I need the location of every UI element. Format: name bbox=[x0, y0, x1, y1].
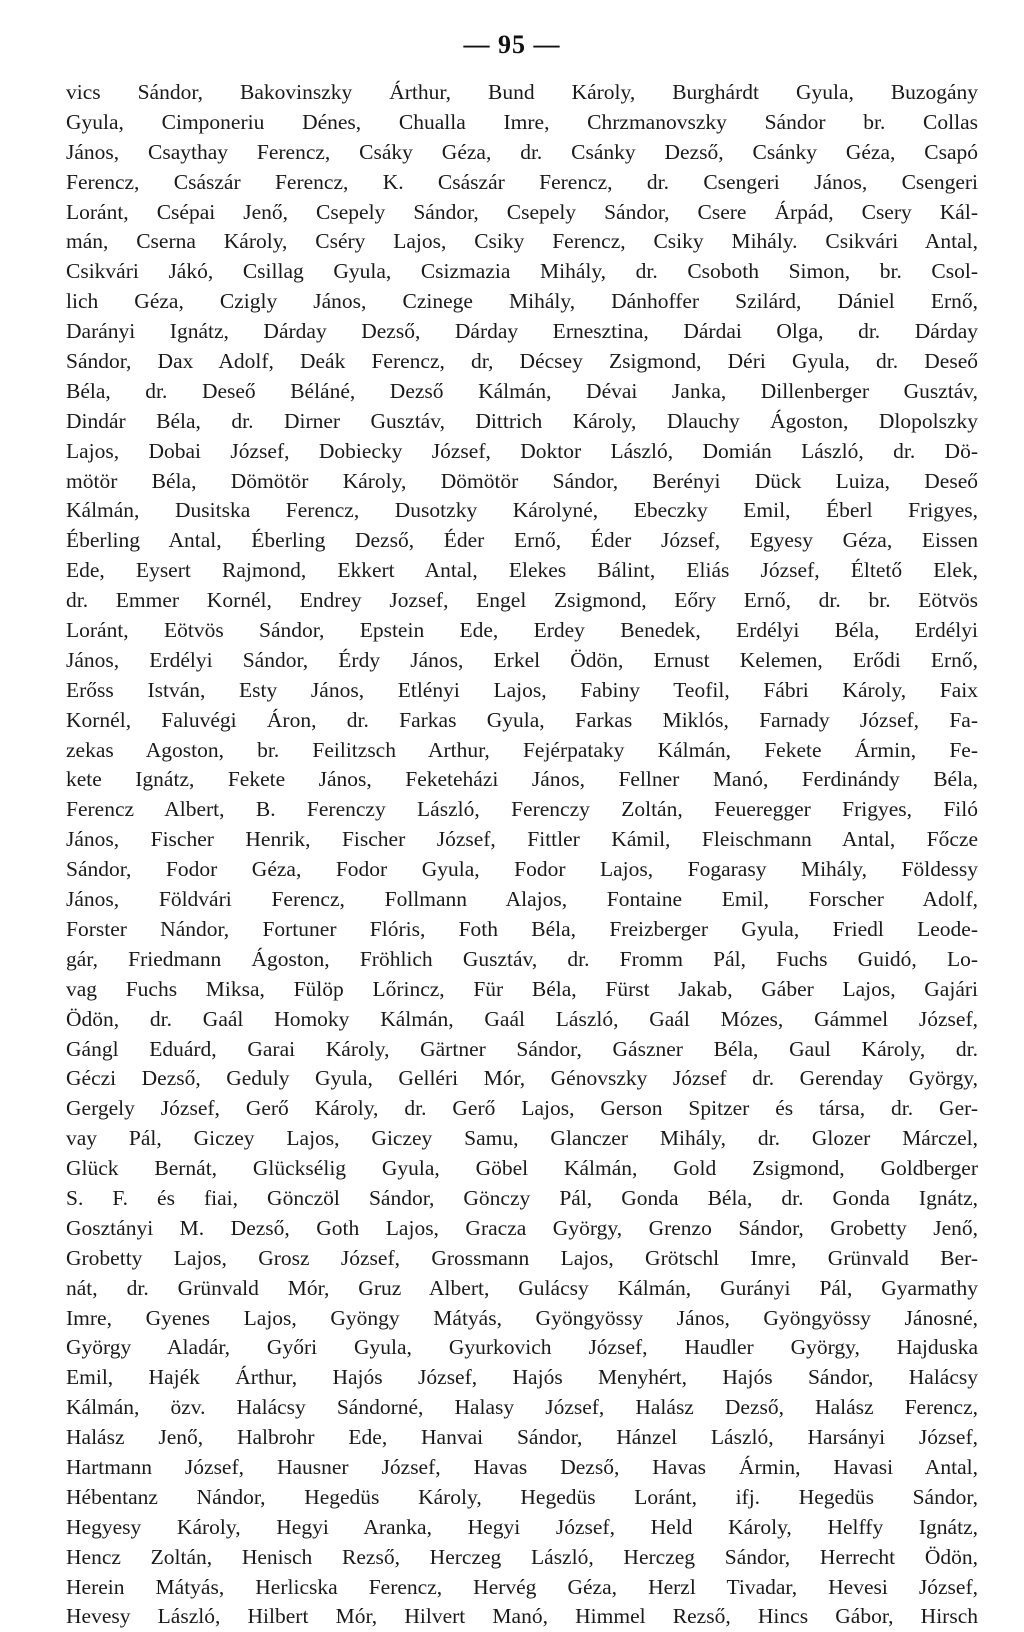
page-number: — 95 — bbox=[463, 30, 561, 59]
text-line: János, Erdélyi Sándor, Érdy János, Erkel Ödön, Ernust Kelemen, Erődi Ernő, bbox=[66, 647, 978, 672]
text-line: Ödön, dr. Gaál Homoky Kálmán, Gaál László, Gaál Mózes, Gámmel József, bbox=[66, 1006, 978, 1031]
text-line: Kornél, Faluvégi Áron, dr. Farkas Gyula, Farkas Miklós, Farnady József, Fa- bbox=[66, 707, 978, 732]
text-line: Hevesy László, Hilbert Mór, Hilvert Manó, Himmel Rezső, Hincs Gábor, Hirsch bbox=[66, 1604, 978, 1629]
text-line: vay Pál, Giczey Lajos, Giczey Samu, Glanczer Mihály, dr. Glozer Márczel, bbox=[66, 1126, 978, 1151]
text-line: János, Csaythay Ferencz, Csáky Géza, dr. Csánky Dezső, Csánky Géza, Csapó bbox=[66, 139, 978, 164]
text-line: Éberling Antal, Éberling Dezső, Éder Ernő, Éder József, Egyesy Géza, Eissen bbox=[66, 528, 978, 553]
text-line: Ferencz, Császár Ferencz, K. Császár Ferencz, dr. Csengeri János, Csengeri bbox=[66, 169, 978, 194]
text-line: Forster Nándor, Fortuner Flóris, Foth Béla, Freizberger Gyula, Friedl Leode- bbox=[66, 916, 978, 941]
text-line: Grobetty Lajos, Grosz József, Grossmann Lajos, Grötschl Imre, Grünvald Ber- bbox=[66, 1245, 978, 1270]
text-line: dr. Emmer Kornél, Endrey Jozsef, Engel Zsigmond, Eőry Ernő, dr. br. Eötvös bbox=[66, 588, 978, 613]
text-line: Ferencz Albert, B. Ferenczy László, Ferenczy Zoltán, Feueregger Frigyes, Filó bbox=[66, 797, 978, 822]
text-line: gár, Friedmann Ágoston, Fröhlich Gusztáv, dr. Fromm Pál, Fuchs Guidó, Lo- bbox=[66, 946, 978, 971]
text-line: S. F. és fiai, Gönczöl Sándor, Gönczy Pál, Gonda Béla, dr. Gonda Ignátz, bbox=[66, 1185, 978, 1210]
text-line: vag Fuchs Miksa, Fülöp Lőrincz, Für Béla, Fürst Jakab, Gáber Lajos, Gajári bbox=[66, 976, 978, 1001]
text-line: Halász Jenő, Halbrohr Ede, Hanvai Sándor, Hánzel László, Harsányi József, bbox=[66, 1425, 978, 1450]
text-line: zekas Agoston, br. Feilitzsch Arthur, Fejérpataky Kálmán, Fekete Ármin, Fe- bbox=[66, 737, 978, 762]
text-line: Glück Bernát, Glücksélig Gyula, Göbel Kálmán, Gold Zsigmond, Goldberger bbox=[66, 1156, 978, 1181]
text-line: Loránt, Eötvös Sándor, Epstein Ede, Erdey Benedek, Erdélyi Béla, Erdélyi bbox=[66, 618, 978, 643]
text-line: Géczi Dezső, Geduly Gyula, Gelléri Mór, Génovszky József dr. Gerenday György, bbox=[66, 1066, 978, 1091]
text-line: János, Földvári Ferencz, Follmann Alajos, Fontaine Emil, Forscher Adolf, bbox=[66, 887, 978, 912]
text-line: vics Sándor, Bakovinszky Árthur, Bund Károly, Burghárdt Gyula, Buzogány bbox=[66, 80, 978, 104]
text-line: János, Fischer Henrik, Fischer József, Fittler Kámil, Fleischmann Antal, Főcze bbox=[66, 827, 978, 852]
text-line: Hencz Zoltán, Henisch Rezső, Herczeg László, Herczeg Sándor, Herrecht Ödön, bbox=[66, 1544, 978, 1569]
text-line: Hébentanz Nándor, Hegedüs Károly, Hegedüs Loránt, ifj. Hegedüs Sándor, bbox=[66, 1484, 978, 1509]
text-line: Gyula, Cimponeriu Dénes, Chualla Imre, Chrzmanovszky Sándor br. Collas bbox=[66, 109, 978, 134]
body-text bbox=[66, 78, 978, 1632]
text-line: mán, Cserna Károly, Cséry Lajos, Csiky Ferencz, Csiky Mihály. Csikvári Antal, bbox=[66, 229, 978, 254]
text-line: Lajos, Dobai József, Dobiecky József, Doktor László, Domián László, dr. Dö- bbox=[66, 438, 978, 463]
text-line: Hegyesy Károly, Hegyi Aranka, Hegyi József, Held Károly, Helffy Ignátz, bbox=[66, 1514, 978, 1539]
text-line: mötör Béla, Dömötör Károly, Dömötör Sándor, Berényi Dück Luiza, Deseő bbox=[66, 468, 978, 493]
text-line: Erőss István, Esty János, Etlényi Lajos, Fabiny Teofil, Fábri Károly, Faix bbox=[66, 677, 978, 702]
text-line: Sándor, Dax Adolf, Deák Ferencz, dr, Décsey Zsigmond, Déri Gyula, dr. Deseő bbox=[66, 349, 978, 374]
text-line: nát, dr. Grünvald Mór, Gruz Albert, Gulácsy Kálmán, Gurányi Pál, Gyarmathy bbox=[66, 1275, 978, 1300]
text-line: Emil, Hajék Árthur, Hajós József, Hajós Menyhért, Hajós Sándor, Halácsy bbox=[66, 1365, 978, 1390]
text-line: Kálmán, özv. Halácsy Sándorné, Halasy József, Halász Dezső, Halász Ferencz, bbox=[66, 1395, 978, 1420]
text-line: Gosztányi M. Dezső, Goth Lajos, Gracza György, Grenzo Sándor, Grobetty Jenő, bbox=[66, 1215, 978, 1240]
text-line: Kálmán, Dusitska Ferencz, Dusotzky Károlyné, Ebeczky Emil, Éberl Frigyes, bbox=[66, 498, 978, 523]
text-line: Gergely József, Gerő Károly, dr. Gerő Lajos, Gerson Spitzer és társa, dr. Ger- bbox=[66, 1096, 978, 1121]
text-line: Loránt, Csépai Jenő, Csepely Sándor, Csepely Sándor, Csere Árpád, Csery Kál- bbox=[66, 199, 978, 224]
text-line: Herein Mátyás, Herlicska Ferencz, Hervég Géza, Herzl Tivadar, Hevesi József, bbox=[66, 1574, 978, 1599]
text-line: Csikvári Jákó, Csillag Gyula, Csizmazia Mihály, dr. Csoboth Simon, br. Csol- bbox=[66, 259, 978, 284]
text-line: Gángl Eduárd, Garai Károly, Gärtner Sándor, Gászner Béla, Gaul Károly, dr. bbox=[66, 1036, 978, 1061]
text-line: Dindár Béla, dr. Dirner Gusztáv, Dittrich Károly, Dlauchy Ágoston, Dlopolszky bbox=[66, 408, 978, 433]
text-line: lich Géza, Czigly János, Czinege Mihály, Dánhoffer Szilárd, Dániel Ernő, bbox=[66, 289, 978, 314]
text-line: Sándor, Fodor Géza, Fodor Gyula, Fodor Lajos, Fogarasy Mihály, Földessy bbox=[66, 857, 978, 882]
text-line: kete Ignátz, Fekete János, Feketeházi János, Fellner Manó, Ferdinándy Béla, bbox=[66, 767, 978, 792]
text-line: Béla, dr. Deseő Béláné, Dezső Kálmán, Dévai Janka, Dillenberger Gusztáv, bbox=[66, 378, 978, 403]
text-line: Darányi Ignátz, Dárday Dezső, Dárday Ernesztina, Dárdai Olga, dr. Dárday bbox=[66, 319, 978, 344]
text-line: Imre, Gyenes Lajos, Gyöngy Mátyás, Gyöngyössy János, Gyöngyössy Jánosné, bbox=[66, 1305, 978, 1330]
text-line: Ede, Eysert Rajmond, Ekkert Antal, Elekes Bálint, Eliás József, Éltető Elek, bbox=[66, 558, 978, 583]
text-line: Hartmann József, Hausner József, Havas Dezső, Havas Ármin, Havasi Antal, bbox=[66, 1454, 978, 1479]
text-line: György Aladár, Győri Gyula, Gyurkovich József, Haudler György, Hajduska bbox=[66, 1335, 978, 1360]
